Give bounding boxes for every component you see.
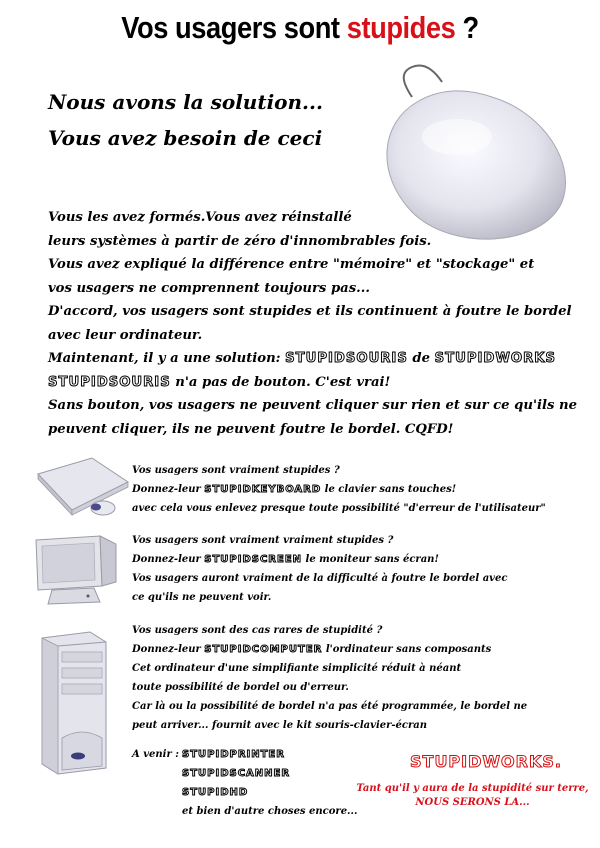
screen-line [132,550,507,569]
computer-tower-image [32,628,112,778]
product-name-stupidsouris: STUPIDSOURIS [48,374,171,390]
tagline-line: Tant qu'il y aura de la stupidité sur terre, [356,783,589,794]
computer-text: Donnez-leur [132,644,205,655]
intro-line: D'accord, vos usagers sont stupides et ils continuent à foutre le bordel [48,304,572,319]
title-text: Vos usagers sont [121,10,347,45]
intro-text: Maintenant, il y a une solution: [48,351,286,366]
keyboard-line: Vos usagers sont vraiment stupides ? [132,465,340,476]
keyboard-text: le clavier sans touches! [321,484,457,495]
brand-name-stupidworks: STUPIDWORKS [434,351,556,366]
intro-line [48,371,588,395]
screen-line: Vos usagers sont vraiment vraiment stupides ? [132,535,394,546]
computer-line: Cet ordinateur d'une simplifiante simplicité réduit à néant [132,663,462,674]
keyboard-line [132,480,546,499]
computer-line: Car là ou la possibilité de bordel n'a pas été programmée, le bordel ne [132,701,528,712]
computer-line: toute possibilité de bordel ou d'erreur. [132,682,349,693]
intro-line: Vous les avez formés.Vous avez réinstallé [48,210,352,225]
intro-text: n'a pas de bouton. C'est vrai! [170,374,391,390]
intro-line: leurs systèmes à partir de zéro d'innombrables fois. [48,233,432,249]
product-name-stupidscreen: STUPIDSCREEN [204,554,303,565]
tagline-line: NOUS SERONS LA... [415,797,530,808]
product-name-stupidsouris: STUPIDSOURIS [285,351,408,366]
screen-line: ce qu'ils ne peuvent voir. [132,592,272,603]
computer-line: Vos usagers sont des cas rares de stupidité ? [132,625,383,636]
coming-soon-label: A venir : [132,749,179,760]
screen-line: Vos usagers auront vraiment de la difficulté à foutre le bordel avec [132,573,508,584]
keyboard-description [132,461,546,518]
screen-text: Donnez-leur [132,554,205,565]
intro-line: Vous avez expliqué la différence entre "mémoire" et "stockage" et [48,257,535,272]
title-emphasis: stupides [346,10,456,45]
computer-text: l'ordinateur sans composants [322,644,492,655]
heading-need: Vous avez besoin de ceci [48,126,323,150]
product-name-stupidcomputer: STUPIDCOMPUTER [204,644,323,655]
product-name-stupidscanner: STUPIDSCANNER [182,768,291,779]
intro-line: Sans bouton, vos usagers ne peuvent cliquer sur rien et sur ce qu'ils ne [48,398,577,413]
screen-description [132,531,507,607]
intro-line [48,347,588,371]
screen-text: le moniteur sans écran! [302,554,439,565]
intro-line: avec leur ordinateur. [48,327,203,343]
tagline [355,782,590,810]
intro-line: peuvent cliquer, ils ne peuvent foutre le bordel. CQFD! [48,421,454,437]
coming-soon-more: et bien d'autre choses encore... [182,806,358,817]
keyboard-text: Donnez-leur [132,484,205,495]
product-name-stupidhd: STUPIDHD [182,787,249,798]
brand-logo: STUPIDWORKS. [410,752,562,771]
keyboard-image [30,452,130,524]
title-question-mark: ? [455,10,479,45]
product-name-stupidkeyboard: STUPIDKEYBOARD [204,484,322,495]
intro-line: vos usagers ne comprennent toujours pas... [48,280,370,296]
intro-text: de [407,351,435,366]
keyboard-line: avec cela vous enlevez presque toute possibilité "d'erreur de l'utilisateur" [132,503,546,514]
page-title [36,10,564,46]
heading-solution: Nous avons la solution... [48,90,323,114]
product-name-stupidprinter: STUPIDPRINTER [182,749,285,760]
computer-line [132,640,527,659]
intro-paragraph [48,206,588,441]
computer-line: peut arriver... fournit avec le kit souris-clavier-écran [132,720,428,731]
coming-soon-list [132,745,358,821]
computer-description [132,621,527,735]
monitor-image [30,530,120,610]
